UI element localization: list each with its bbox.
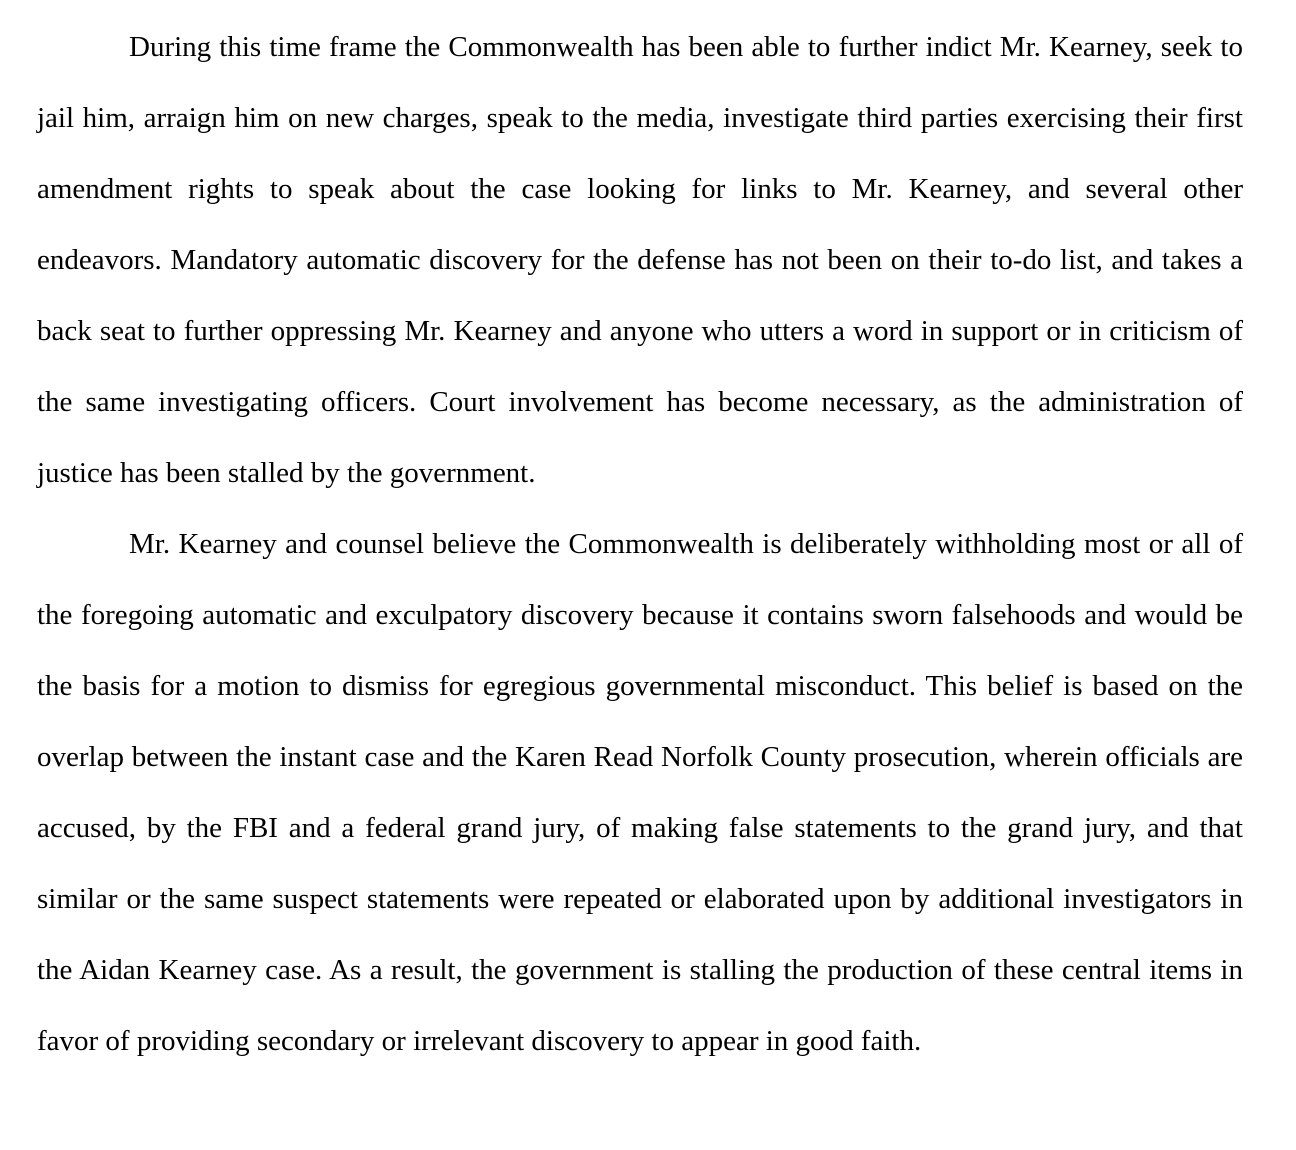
paragraph-commonwealth-endeavors: During this time frame the Commonwealth has been able to further indict Mr. Kearney, seek to jail him, arraign him on new charges, speak to the media, investigate third parties exercising their first amendment rights to speak about the case looking for links to Mr. Kearney, and several other endeavors. Mandatory automatic discovery for the defense has not been on their to-do list, and takes a back seat to further oppressing Mr. Kearney and anyone who utters a word in support or in criticism of the same investigating officers. Court involvement has become necessary, as the administration of justice has been stalled by the government. (37, 31, 1243, 489)
document-page (37, 12, 1243, 1077)
paragraph-withholding-discovery: Mr. Kearney and counsel believe the Commonwealth is deliberately withholding most or all of the foregoing automatic and exculpatory discovery because it contains sworn falsehoods and would be the basis for a motion to dismiss for egregious governmental misconduct. This belief is based on the overlap between the instant case and the Karen Read Norfolk County prosecution, wherein officials are accused, by the FBI and a federal grand jury, of making false statements to the grand jury, and that similar or the same suspect statements were repeated or elaborated upon by additional investigators in the Aidan Kearney case. As a result, the government is stalling the production of these central items in favor of providing secondary or irrelevant discovery to appear in good faith. (37, 528, 1243, 1057)
